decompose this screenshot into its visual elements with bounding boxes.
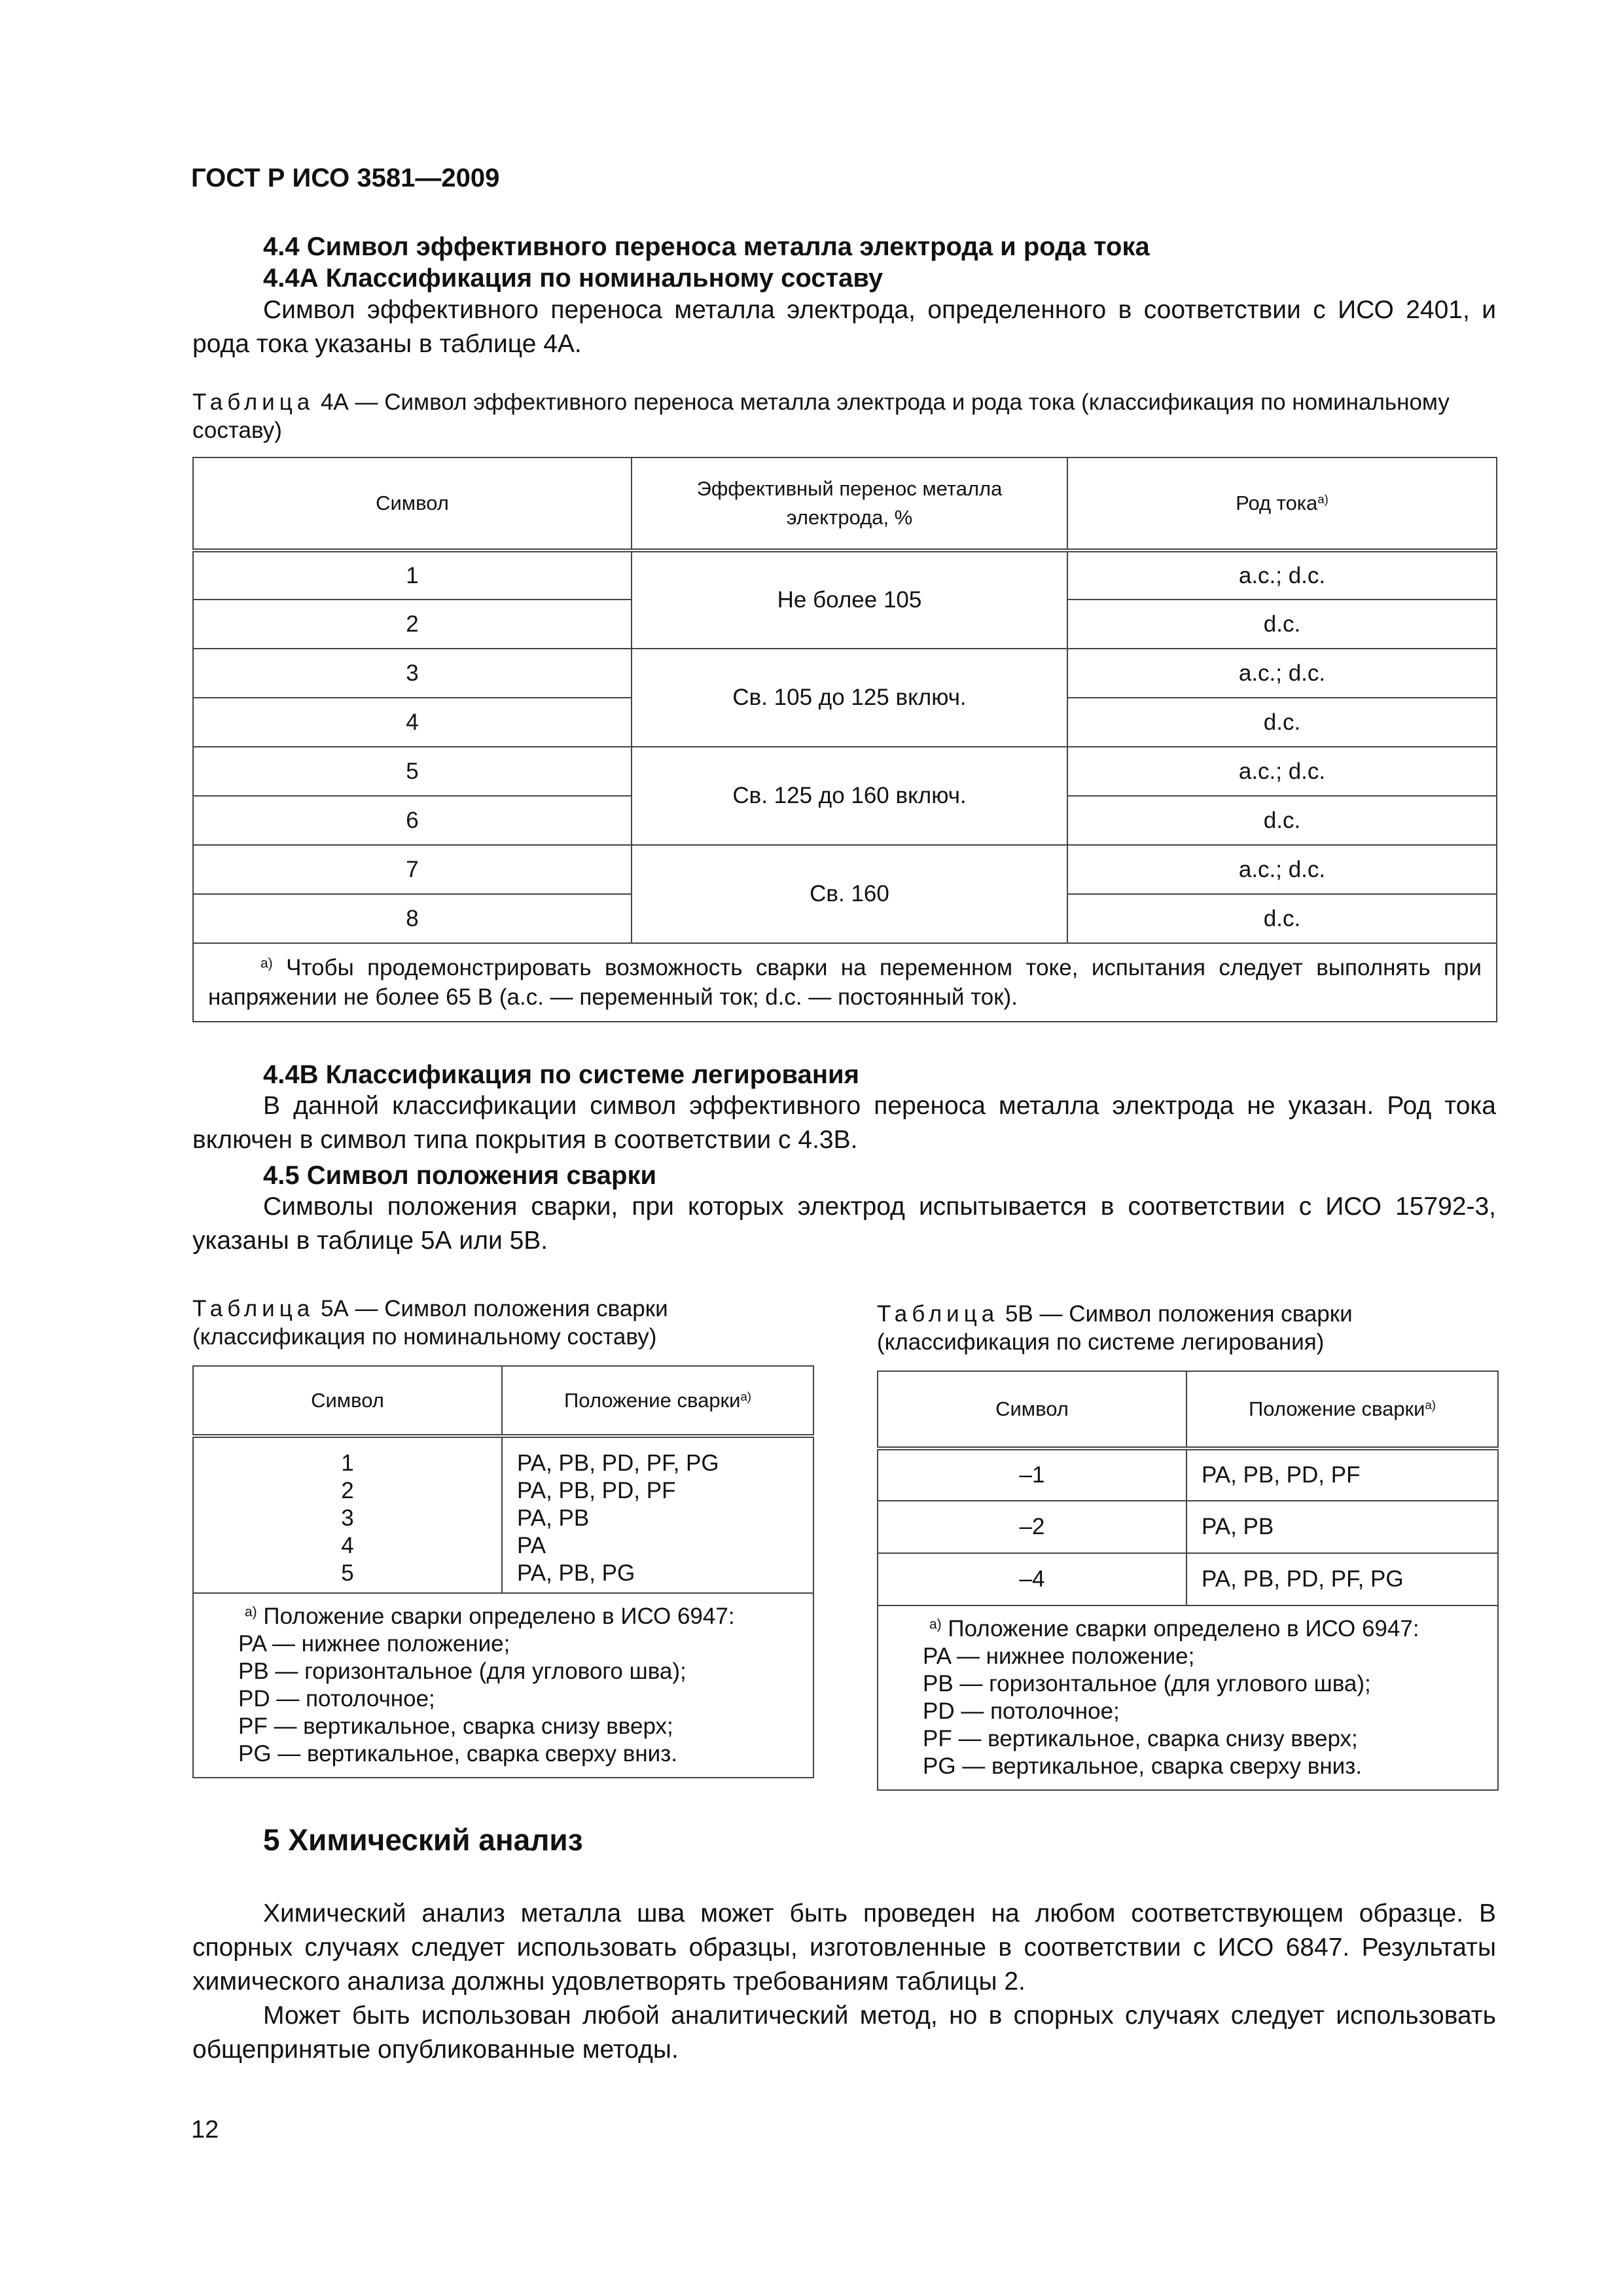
table-cell-position: PA, PB [1186,1501,1498,1553]
table-cell-current: a.c.; d.c. [1067,550,1497,600]
table-cell-symbol: 6 [193,796,632,845]
table-5b-footnote-text: Положение сварки определено в ИСО 6947: [941,1616,1419,1641]
table-5a-caption [192,1295,821,1351]
table-cell-symbol: 2 [341,1478,354,1503]
table-row [193,550,1497,600]
table-cell-symbol: –1 [878,1448,1186,1501]
table-5b-footnote-row [878,1605,1498,1790]
table-5a-footnote-line: PD — потолочное; [238,1686,435,1712]
section-5-paragraph-1: Химический анализ металла шва может быть проведен на любом соответствующем образце. В спорных случаях следует использовать образцы, изготовленные в соответствии с ИСО 6847. Результаты химического анализа должны удовлетворять требованиям таблицы 2. [192,1899,1496,1996]
footnote-marker: а) [1425,1397,1436,1412]
table-5b-header-position [1186,1371,1498,1448]
table-cell-position: PA, PB, PD, PF, PG [517,1450,719,1476]
section-4-5-title: 4.5 Символ положения сварки [263,1161,657,1190]
table-5b-caption-prefix: Таблица [877,1301,999,1327]
table-cell-current: a.c.; d.c. [1067,747,1497,796]
table-5b-footnote-line: PA — нижнее положение; [923,1643,1195,1669]
table-row [878,1501,1498,1553]
table-5b-footnote-line: PG — вертикальное, сварка сверху вниз. [923,1753,1362,1779]
table-5b-footnote-line: PD — потолочное; [923,1698,1120,1724]
table-5a-footnote-line [238,1603,768,1630]
section-4-5-paragraph: Символы положения сварки, при которых электрод испытывается в соответствии с ИСО 15792-3, указаны в таблице 5А или 5В. [192,1193,1496,1255]
table-cell-current: d.c. [1067,894,1497,943]
table-5a-symbols-cell [193,1436,502,1593]
table-cell-symbol: 7 [193,845,632,894]
table-cell-current: a.c.; d.c. [1067,845,1497,894]
table-4a-footnote-text: Чтобы продемонстрировать возможность сварки на переменном токе, испытания следует выполнять при напряжении не более 65 В (a.c. — переменный ток; d.c. — постоянный ток). [208,955,1482,1010]
table-5a-footnote-line: PA — нижнее положение; [238,1631,510,1657]
table-cell-current: d.c. [1067,796,1497,845]
table-cell-symbol: 3 [341,1505,354,1531]
table-cell-current: d.c. [1067,600,1497,649]
table-4a-header-symbol: Символ [193,457,632,550]
table-5a-header-symbol: Символ [193,1366,502,1436]
table-4a-header-row [193,457,1497,550]
table-5b-caption-line1 [877,1300,1496,1328]
table-row [878,1448,1498,1501]
table-5a-header-position [502,1366,813,1436]
section-4-4-title: 4.4 Символ эффективного переноса металла электрода и рода тока [263,232,1150,261]
table-row [193,845,1497,894]
table-row [193,1436,813,1593]
footnote-marker: а) [929,1617,942,1632]
table-cell-position: PA, PB, PD, PF [1186,1448,1498,1501]
table-5b-footnote [878,1605,1498,1790]
table-cell-transfer-group: Св. 125 до 160 включ. [632,747,1067,845]
table-5b [877,1371,1499,1791]
table-5b-footnote-line [923,1615,1453,1643]
table-cell-position: PA, PB [517,1505,590,1531]
table-4a-footnote [193,943,1497,1022]
table-4a-caption-text: 4А — Символ эффективного переноса металла электрода и рода тока (классификация по номинальному составу) [192,389,1450,443]
table-4a-footnote-row [193,943,1497,1022]
table-5a-caption-line2: (классификация по номинальному составу) [192,1324,657,1350]
table-cell-symbol: 3 [193,649,632,698]
table-5a-footnote-line: PB — горизонтальное (для углового шва); [238,1659,687,1684]
table-cell-symbol: –2 [878,1501,1186,1553]
table-5b-caption-line2: (классификация по системе легирования) [877,1329,1325,1355]
table-4a [192,457,1497,1022]
page-number: 12 [191,2116,219,2144]
table-cell-symbol: –4 [878,1553,1186,1605]
table-cell-symbol: 5 [341,1560,354,1586]
table-5a [192,1365,814,1778]
table-cell-current: a.c.; d.c. [1067,649,1497,698]
table-cell-transfer-group: Св. 160 [632,845,1067,943]
table-5a-footnote-line: PF — вертикальное, сварка снизу вверх; [238,1713,673,1739]
table-row [193,747,1497,796]
section-4-4b-title: 4.4В Классификация по системе легирования [263,1060,859,1089]
footnote-marker: а) [740,1389,751,1403]
table-5b-caption-text: 5В — Символ положения сварки [999,1301,1353,1327]
footnote-marker: а) [1317,492,1329,506]
table-cell-position: PA [517,1533,546,1558]
table-4a-header-current [1067,457,1497,550]
table-5b-header-position-label: Положение сварки [1249,1397,1425,1420]
table-cell-transfer-group: Не более 105 [632,550,1067,649]
table-cell-symbol: 4 [341,1533,354,1558]
table-5b-footnote-line: PB — горизонтальное (для углового шва); [923,1671,1371,1696]
footnote-marker: а) [260,956,273,971]
section-4-4b-paragraph: В данной классификации символ эффективного переноса металла электрода не указан. Род тока включен в символ типа покрытия в соответствии с 4.3В. [192,1092,1496,1154]
section-4-4a-title: 4.4А Классификация по номинальному составу [263,264,883,293]
table-cell-transfer-group: Св. 105 до 125 включ. [632,649,1067,747]
section-5-paragraph-2: Может быть использован любой аналитический метод, но в спорных случаях следует использовать общепринятые опубликованные методы. [192,2001,1496,2064]
table-5a-footnote-row [193,1593,813,1778]
table-5b-header-symbol: Символ [878,1371,1186,1448]
table-4a-caption [192,388,1496,444]
table-4a-header-transfer: Эффективный перенос металла электрода, % [632,457,1067,550]
table-row [193,649,1497,698]
table-5a-footnote-text: Положение сварки определено в ИСО 6947: [257,1604,735,1629]
table-cell-symbol: 4 [193,698,632,747]
table-cell-symbol: 2 [193,600,632,649]
table-5b-footnote-line: PF — вертикальное, сварка снизу вверх; [923,1726,1358,1751]
table-5a-header-row [193,1366,813,1436]
table-cell-symbol: 5 [193,747,632,796]
table-cell-current: d.c. [1067,698,1497,747]
section-5-title: 5 Химический анализ [263,1823,583,1857]
table-4a-caption-prefix: Таблица [192,389,315,415]
table-cell-symbol: 1 [193,550,632,600]
table-cell-position: PA, PB, PD, PF [517,1478,676,1503]
table-cell-symbol: 8 [193,894,632,943]
table-5b-caption [877,1300,1496,1356]
table-5a-positions-cell [502,1436,813,1593]
table-5a-caption-line1 [192,1295,821,1323]
table-5a-footnote [193,1593,813,1778]
table-4a-header-current-label: Род тока [1236,492,1318,514]
table-cell-position: PA, PB, PG [517,1560,635,1586]
table-cell-symbol: 1 [341,1450,354,1476]
table-row [878,1553,1498,1605]
document-header: ГОСТ Р ИСО 3581—2009 [191,164,500,192]
table-5a-header-position-label: Положение сварки [564,1388,741,1412]
table-5a-footnote-line: PG — вертикальное, сварка сверху вниз. [238,1741,677,1767]
section-4-4a-paragraph: Символ эффективного переноса металла электрода, определенного в соответствии с ИСО 2401, и рода тока указаны в таблице 4А. [192,296,1496,358]
table-5a-caption-prefix: Таблица [192,1296,315,1321]
table-5b-header-row [878,1371,1498,1448]
table-5a-caption-text: 5А — Символ положения сварки [314,1296,668,1321]
table-cell-position: PA, PB, PD, PF, PG [1186,1553,1498,1605]
footnote-marker: а) [245,1604,257,1620]
